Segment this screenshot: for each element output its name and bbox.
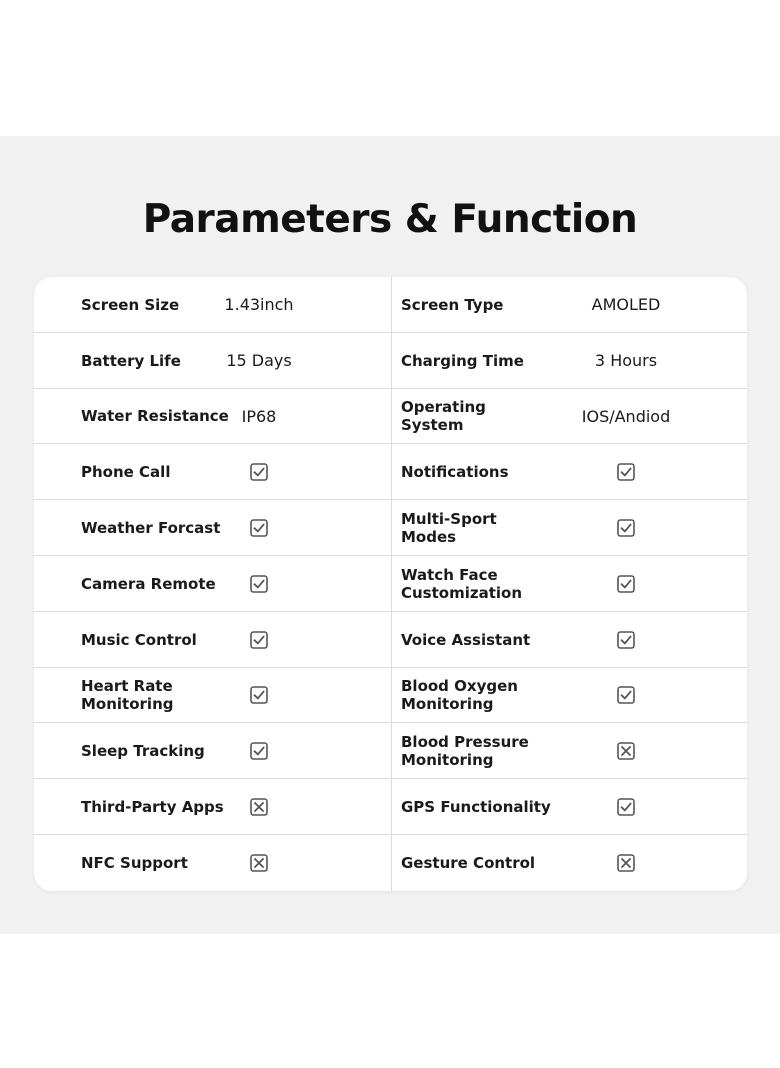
spec-status: [571, 779, 681, 835]
spec-status: [204, 444, 314, 500]
spec-table: [34, 277, 747, 891]
spec-label: Camera Remote: [81, 574, 216, 593]
spec-label: Notifications: [401, 463, 509, 482]
spec-label: Screen Type: [401, 295, 504, 314]
checked-box-icon: [617, 631, 635, 649]
spec-value: IOS/Andiod: [581, 406, 671, 426]
table-row: [34, 835, 747, 891]
spec-label: Charging Time: [401, 351, 524, 370]
checked-box-icon: [617, 575, 635, 593]
spec-label: Sleep Tracking: [81, 742, 205, 761]
spec-status: [571, 556, 681, 612]
spec-status: [571, 723, 681, 779]
spec-label: Battery Life: [81, 351, 181, 370]
spec-status: [204, 668, 314, 724]
spec-value: 1.43inch: [224, 295, 294, 315]
checked-box-icon: [250, 519, 268, 537]
spec-label: Screen Size: [81, 295, 180, 314]
spec-label: Blood Oxygen Monitoring: [401, 677, 518, 714]
spec-status: [204, 612, 314, 668]
spec-label: Gesture Control: [401, 853, 536, 872]
table-row: [34, 612, 747, 668]
spec-label: Voice Assistant: [401, 630, 531, 649]
spec-label: Phone Call: [81, 463, 171, 482]
table-row: [34, 333, 747, 389]
spec-status: [571, 668, 681, 724]
table-row: [34, 277, 747, 333]
spec-value: 3 Hours: [594, 351, 658, 371]
spec-value: 15 Days: [226, 351, 292, 371]
spec-status: [571, 500, 681, 556]
spec-status: [204, 835, 314, 891]
checked-box-icon: [250, 742, 268, 760]
crossed-box-icon: [250, 798, 268, 816]
spec-value: IP68: [241, 406, 277, 426]
checked-box-icon: [617, 686, 635, 704]
spec-status: [204, 723, 314, 779]
spec-status: [204, 779, 314, 835]
spec-label: Watch Face Customization: [401, 565, 523, 602]
checked-box-icon: [250, 631, 268, 649]
page-title: Parameters & Function: [142, 197, 638, 242]
spec-status: [571, 835, 681, 891]
spec-label: Operating System: [401, 398, 486, 435]
spec-label: Weather Forcast: [81, 519, 221, 538]
crossed-box-icon: [617, 742, 635, 760]
checked-box-icon: [250, 686, 268, 704]
checked-box-icon: [617, 798, 635, 816]
crossed-box-icon: [250, 854, 268, 872]
table-row: [34, 723, 747, 779]
spec-status: [571, 444, 681, 500]
spec-label: Third-Party Apps: [81, 798, 224, 817]
spec-status: [204, 556, 314, 612]
table-row: [34, 389, 747, 445]
crossed-box-icon: [617, 854, 635, 872]
spec-status: [204, 500, 314, 556]
checked-box-icon: [617, 463, 635, 481]
checked-box-icon: [250, 575, 268, 593]
table-row: [34, 779, 747, 835]
table-row: [34, 444, 747, 500]
spec-label: GPS Functionality: [401, 798, 551, 817]
spec-label: Heart Rate Monitoring: [81, 677, 174, 714]
spec-value: AMOLED: [591, 295, 661, 315]
spec-status: [571, 612, 681, 668]
table-row: [34, 668, 747, 724]
checked-box-icon: [617, 519, 635, 537]
spec-label: Music Control: [81, 630, 197, 649]
spec-label: Blood Pressure Monitoring: [401, 733, 529, 770]
spec-label: NFC Support: [81, 853, 188, 872]
table-row: [34, 500, 747, 556]
checked-box-icon: [250, 463, 268, 481]
spec-label: Multi-Sport Modes: [401, 510, 497, 547]
spec-label: Water Resistance: [81, 407, 229, 426]
table-row: [34, 556, 747, 612]
